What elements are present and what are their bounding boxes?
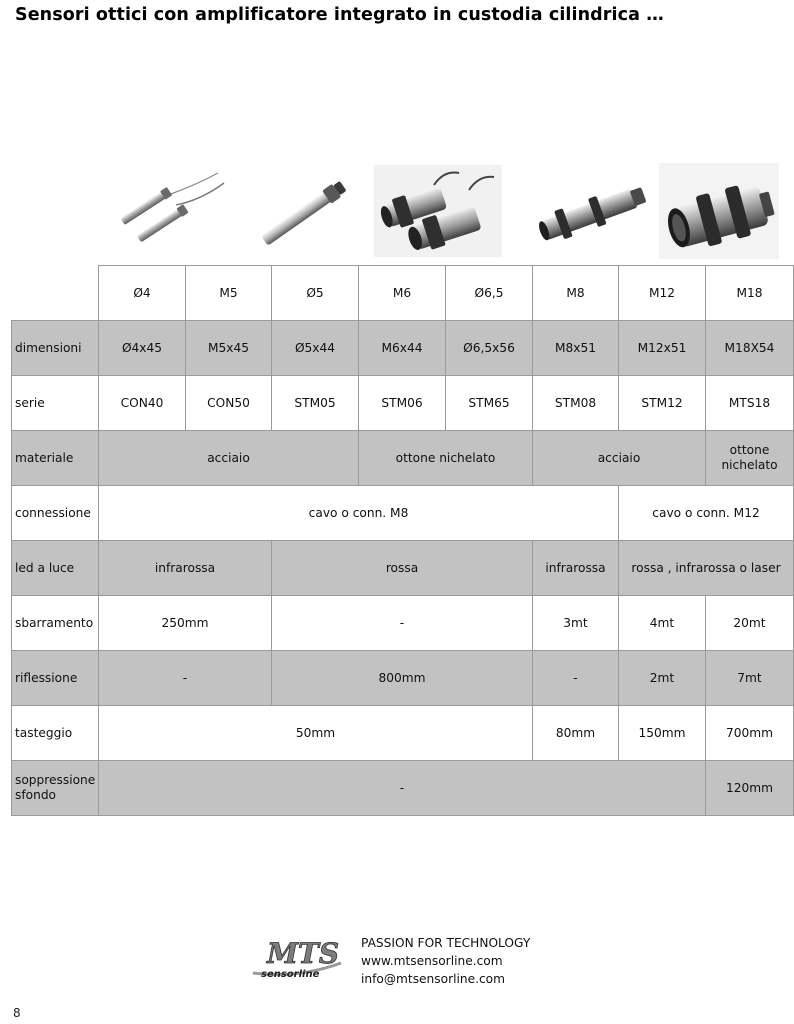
table-cell: ottone nichelato (706, 431, 794, 486)
table-row-serie (12, 376, 794, 431)
table-cell: - (533, 651, 619, 706)
row-label: led a luce (12, 541, 99, 596)
table-cell: 150mm (619, 706, 706, 761)
table-cell: rossa (272, 541, 533, 596)
table-row-dimensioni (12, 321, 794, 376)
table-cell: - (272, 596, 533, 651)
header-blank-cell (12, 266, 99, 321)
column-header: M12 (619, 266, 706, 321)
mts-logo (247, 933, 347, 983)
table-cell: M6x44 (359, 321, 446, 376)
column-header: M8 (533, 266, 619, 321)
column-header: M18 (706, 266, 794, 321)
tagline: PASSION FOR TECHNOLOGY (361, 936, 531, 950)
table-row-soppressione (12, 761, 794, 816)
email-link[interactable]: info@mtsensorline.com (361, 972, 505, 986)
table-cell: rossa , infrarossa o laser (619, 541, 794, 596)
column-header: M6 (359, 266, 446, 321)
table-row-led (12, 541, 794, 596)
row-label: connessione (12, 486, 99, 541)
table-cell: CON40 (99, 376, 186, 431)
table-cell: cavo o conn. M8 (99, 486, 619, 541)
website-link[interactable]: www.mtsensorline.com (361, 954, 503, 968)
sensor-m18-icon (659, 163, 779, 259)
row-label: materiale (12, 431, 99, 486)
table-cell: acciaio (533, 431, 706, 486)
table-cell: Ø6,5x56 (446, 321, 533, 376)
table-cell: M12x51 (619, 321, 706, 376)
table-cell: STM05 (272, 376, 359, 431)
row-label: riflessione (12, 651, 99, 706)
table-cell: CON50 (186, 376, 272, 431)
spec-table (11, 265, 794, 816)
row-label: sbarramento (12, 596, 99, 651)
column-header: Ø5 (272, 266, 359, 321)
table-cell: acciaio (99, 431, 359, 486)
product-photo-o4-m5 (106, 165, 228, 257)
page-title: Sensori ottici con amplificatore integrato in custodia cilindrica … (15, 5, 664, 25)
table-cell: Ø4x45 (99, 321, 186, 376)
row-label: soppressione sfondo (12, 761, 99, 816)
table-cell: STM65 (446, 376, 533, 431)
table-cell: 2mt (619, 651, 706, 706)
table-row-riflessione (12, 651, 794, 706)
table-cell: 50mm (99, 706, 533, 761)
table-cell: - (99, 761, 706, 816)
table-cell: infrarossa (533, 541, 619, 596)
table-row-tasteggio (12, 706, 794, 761)
table-cell: 700mm (706, 706, 794, 761)
product-photo-m18 (659, 163, 779, 259)
table-cell: Ø5x44 (272, 321, 359, 376)
row-label: serie (12, 376, 99, 431)
table-cell: 20mt (706, 596, 794, 651)
table-cell: MTS18 (706, 376, 794, 431)
table-row-sbarramento (12, 596, 794, 651)
table-cell: M8x51 (533, 321, 619, 376)
table-cell: infrarossa (99, 541, 272, 596)
table-cell: STM08 (533, 376, 619, 431)
logo-subtext: sensorline (261, 969, 320, 980)
table-row-materiale (12, 431, 794, 486)
product-photo-m6-o65 (374, 165, 502, 257)
sensor-5mm-icon (248, 165, 370, 257)
column-header: Ø6,5 (446, 266, 533, 321)
table-cell: ottone nichelato (359, 431, 533, 486)
table-cell: cavo o conn. M12 (619, 486, 794, 541)
table-cell: - (99, 651, 272, 706)
row-label: dimensioni (12, 321, 99, 376)
product-photo-o5 (248, 165, 370, 257)
sensor-pair-6mm-icon (374, 165, 502, 257)
row-label: tasteggio (12, 706, 99, 761)
sensor-m12-icon (533, 165, 655, 257)
logo-wordmark: MTS (267, 937, 340, 970)
table-cell: 3mt (533, 596, 619, 651)
table-cell: STM12 (619, 376, 706, 431)
column-header: Ø4 (99, 266, 186, 321)
sensor-pair-4mm-icon (106, 165, 228, 257)
product-photo-m8-m12 (533, 165, 655, 257)
page-number: 8 (13, 1006, 21, 1020)
table-cell: 4mt (619, 596, 706, 651)
table-cell: STM06 (359, 376, 446, 431)
table-cell: 120mm (706, 761, 794, 816)
table-cell: 250mm (99, 596, 272, 651)
table-cell: M18X54 (706, 321, 794, 376)
table-cell: M5x45 (186, 321, 272, 376)
table-row-connessione (12, 486, 794, 541)
column-header: M5 (186, 266, 272, 321)
footer-contact (361, 934, 530, 988)
table-cell: 7mt (706, 651, 794, 706)
table-cell: 80mm (533, 706, 619, 761)
table-cell: 800mm (272, 651, 533, 706)
header-row (12, 266, 794, 321)
